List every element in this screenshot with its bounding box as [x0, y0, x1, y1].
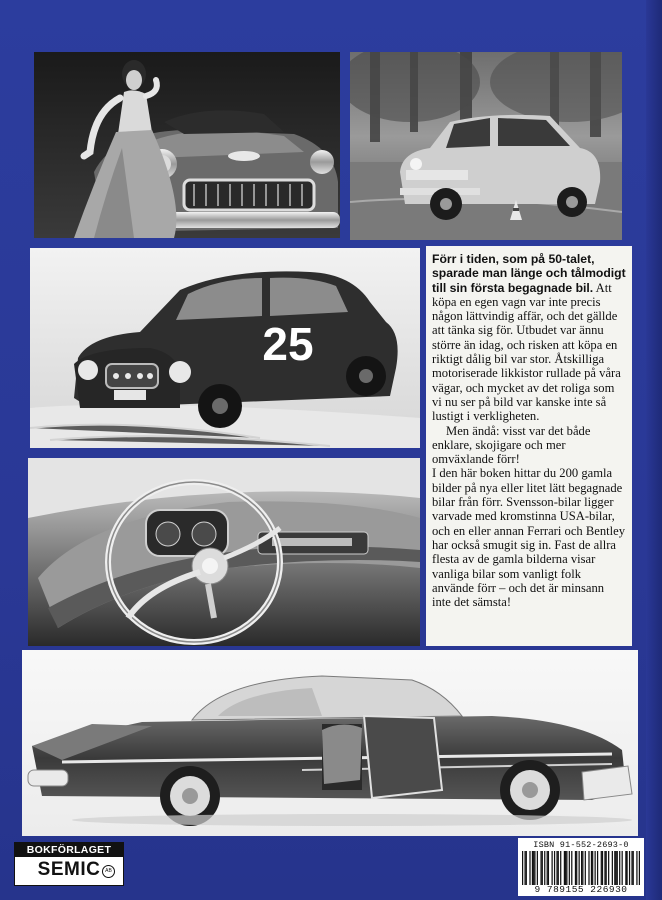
- photo-small-car-wet-road: [350, 52, 622, 240]
- cover-blurb: [426, 246, 632, 646]
- blurb-paragraph-2: Men ändå: visst var det både enklare, skojigare och mer omväxlande förr!: [432, 423, 591, 467]
- barcode-bars: [522, 851, 640, 885]
- publisher-ab-mark: AB: [102, 865, 115, 878]
- publisher-logo: [14, 842, 124, 886]
- cover-edge: [646, 0, 662, 900]
- publisher-logo-top: BOKFÖRLAGET: [15, 843, 123, 857]
- blurb-lead: Förr i tiden, som på 50-talet, sparade man länge och tålmodigt till sin första begagnade bil.: [432, 252, 626, 295]
- photo-dashboard-steering-wheel: [28, 458, 420, 646]
- barcode-digits: 9 789155 226930: [534, 884, 628, 895]
- isbn-number: ISBN 91-552-2693-0: [533, 840, 629, 850]
- rally-number: 25: [262, 318, 314, 370]
- blurb-paragraph-3: I den här boken hittar du 200 gamla bilder på nya eller litet lätt begagnade bilar från förr. Svensson-bilar ligger varvade med kromstinna USA-bilar, och en eller annan Ferrari och Bentley har också smugit sig in. Fast de allra flesta av de gamla bilderna visar vanliga bilar som vanligt folk använde förr – och det är minsann inte det sämsta!: [432, 466, 626, 610]
- publisher-logo-main: SEMIC: [37, 859, 101, 880]
- blurb-paragraph-1: [432, 252, 626, 424]
- photo-rally-car-snow: [30, 248, 420, 448]
- photo-cadillac-side-view: [22, 650, 638, 836]
- photo-woman-with-car: [34, 52, 340, 238]
- blurb-body-1: Att köpa en egen vagn var inte precis någon lättvindig affär, och det gällde att tänka sig för. Utbudet var ännu större än idag, och risken att köpa en riktigt dålig bil var stor. Åtskilliga motoriserade likkistor rullade på våra vägar, och mycket av det roliga som vi nu ser på bild var kanske inte så lustigt i verkligheten.: [432, 280, 621, 424]
- isbn-barcode: [518, 838, 644, 896]
